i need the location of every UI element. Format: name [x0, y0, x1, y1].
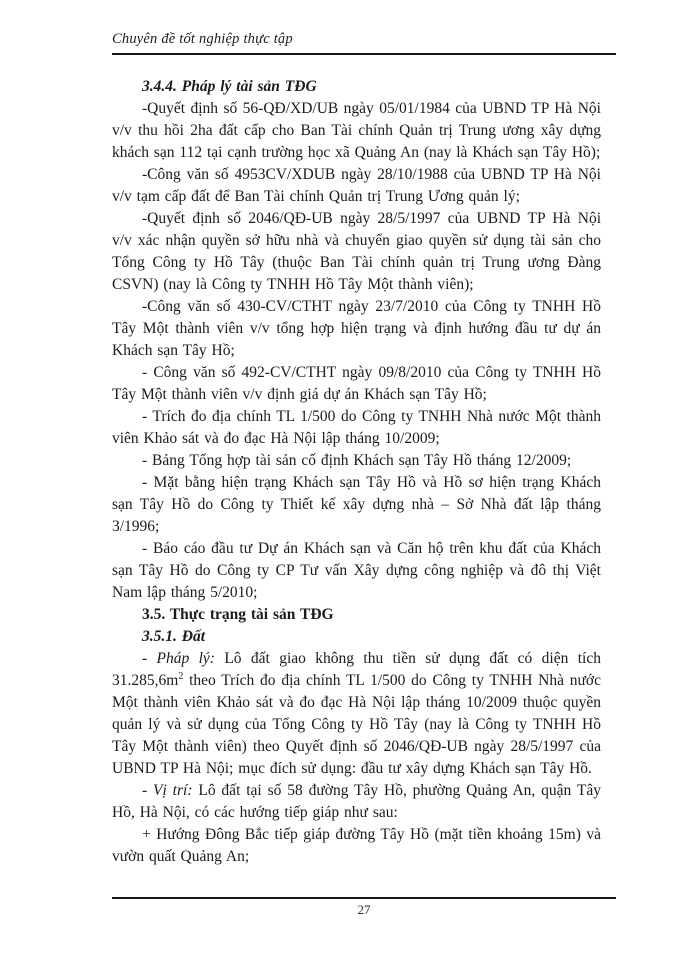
text-run: - Trích đo địa chính TL 1/500 do Công ty TNHH Nhà nước Một thành viên Khảo sát và đo đạc Hà Nội lập tháng 10/2009; — [112, 408, 601, 447]
paragraph — [112, 604, 601, 626]
paragraph — [112, 538, 601, 604]
paragraph — [112, 362, 601, 406]
text-run: -Quyết định số 56-QĐ/XD/UB ngày 05/01/1984 của UBND TP Hà Nội v/v thu hồi 2ha đất cấp cho Ban Tài chính Quản trị Trung ương xây dựng khách sạn 112 tại cạnh trường học xã Quảng An (nay là Khách sạn Tây Hồ); — [112, 100, 601, 161]
paragraph — [112, 164, 601, 208]
text-run: 3.5. Thực trạng tài sản TĐG — [142, 606, 334, 623]
page-body — [112, 76, 601, 868]
italic-run: Pháp lý: — [156, 650, 215, 667]
italic-run: Vị trí: — [153, 782, 193, 799]
text-run: 3.5.1. Đất — [142, 628, 205, 645]
header-title: Chuyên đề tốt nghiệp thực tập — [112, 31, 293, 47]
text-run: -Quyết định số 2046/QĐ-UB ngày 28/5/1997 của UBND TP Hà Nội v/v xác nhận quyền sở hữu nhà và chuyển giao quyền sử dụng tài sản cho Tổng Công ty Hồ Tây (thuộc Ban Tài chính quản trị Trung ương Đàng CSVN) (nay là Công ty TNHH Hồ Tây Một thành viên); — [112, 210, 601, 293]
paragraph — [112, 450, 601, 472]
text-run: - Công văn số 492-CV/CTHT ngày 09/8/2010 của Công ty TNHH Hồ Tây Một thành viên v/v định giá dự án Khách sạn Tây Hồ; — [112, 364, 601, 403]
text-run: - Mặt bằng hiện trạng Khách sạn Tây Hồ và Hồ sơ hiện trạng Khách sạn Tây Hồ do Công ty Thiết kế xây dựng nhà – Sở Nhà đất lập tháng 3/1996; — [112, 474, 601, 535]
text-run: -Công văn số 4953CV/XDUB ngày 28/10/1988 của UBND TP Hà Nội v/v tạm cấp đất để Ban Tài chính Quản trị Trung Ương quản lý; — [112, 166, 601, 205]
paragraph — [112, 76, 601, 98]
paragraph — [112, 780, 601, 824]
text-run: - Báo cáo đầu tư Dự án Khách sạn và Căn hộ trên khu đất của Khách sạn Tây Hồ do Công ty CP Tư vấn Xây dựng công nghiệp và đô thị Việt Nam lập tháng 5/2010; — [112, 540, 601, 601]
paragraph-list — [112, 76, 601, 868]
superscript-run: 2 — [178, 670, 184, 682]
paragraph — [112, 472, 601, 538]
text-run: + Hướng Đông Bắc tiếp giáp đường Tây Hồ (mặt tiền khoảng 15m) và vườn quất Quảng An; — [112, 826, 601, 865]
text-run: -Công văn số 430-CV/CTHT ngày 23/7/2010 của Công ty TNHH Hồ Tây Một thành viên v/v tổng hợp hiện trạng và định hướng đầu tư dự án Khách sạn Tây Hồ; — [112, 298, 601, 359]
paragraph — [112, 296, 601, 362]
paragraph — [112, 406, 601, 450]
text-run: - — [142, 650, 157, 667]
text-run: - — [142, 782, 154, 799]
footer-rule — [112, 897, 616, 899]
paragraph — [112, 208, 601, 296]
paragraph — [112, 648, 601, 780]
text-run: Lô đất giao không thu tiền sử dụng đất có diện tích 31.285,6m — [112, 650, 601, 689]
page-header — [112, 30, 616, 55]
page-number: 27 — [357, 902, 371, 917]
paragraph — [112, 626, 601, 648]
paragraph — [112, 824, 601, 868]
text-run: 3.4.4. Pháp lý tài sản TĐG — [142, 78, 317, 95]
text-run: - Bảng Tổng hợp tài sản cố định Khách sạn Tây Hồ tháng 12/2009; — [142, 452, 572, 469]
text-run: theo Trích đo địa chính TL 1/500 do Công ty TNHH Nhà nước Một thành viên Khảo sát và đo đạc Hà Nội lập tháng 10/2009 thuộc quyền quản lý và sử dụng của Tổng Công ty Hồ Tây (nay là Công ty TNHH Hồ Tây Một thành viên) theo Quyết định số 2046/QĐ-UB ngày 28/5/1997 của UBND TP Hà Nội; mục đích sử dụng: đầu tư xây dựng Khách sạn Tây Hồ. — [112, 672, 601, 777]
paragraph — [112, 98, 601, 164]
text-run: Lô đất tại số 58 đường Tây Hồ, phường Quảng An, quận Tây Hồ, Hà Nội, có các hướng tiếp giáp như sau: — [112, 782, 601, 821]
